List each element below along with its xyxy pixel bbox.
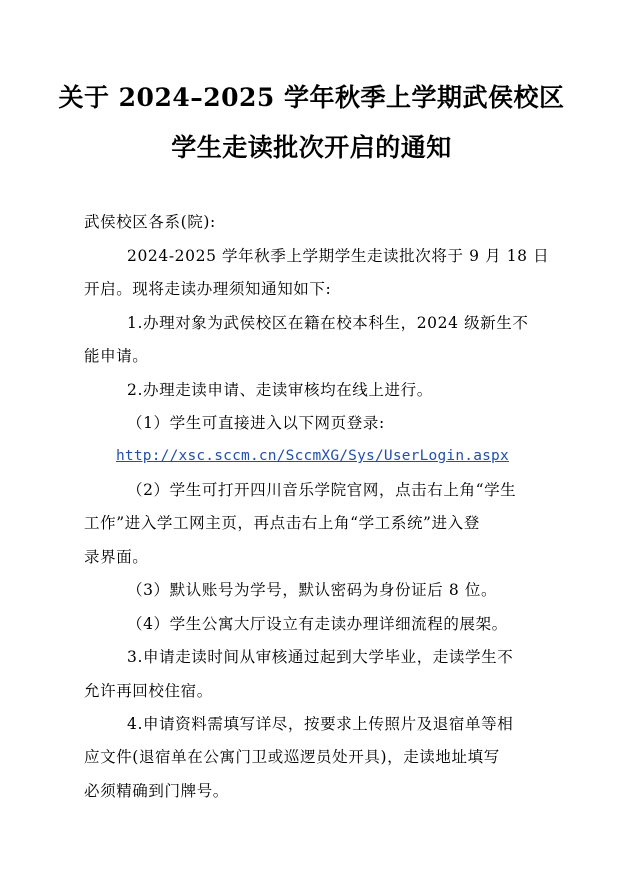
sub-item-4: （4）学生公寓大厅设立有走读办理详细流程的展架。 [127,615,508,633]
item-1-line-2: 能申请。 [84,347,149,365]
sub-item-1: （1）学生可直接进入以下网页登录: [127,414,385,432]
item-4-line-1: 4.申请资料需填写详尽，按要求上传照片及退宿单等相 [127,715,514,733]
salutation: 武侯校区各系(院): [84,213,216,231]
sub-item-3: （3）默认账号为学号，默认密码为身份证后 8 位。 [127,581,498,599]
notice-title-line-2: 学生走读批次开启的通知 [171,133,452,162]
intro-line-2: 开启。现将走读办理须知通知如下: [84,280,332,298]
notice-title-line-1: 关于 2024–2025 学年秋季上学期武侯校区 [58,83,565,112]
item-4-line-2: 应文件(退宿单在公寓门卫或巡逻员处开具)，走读地址填写 [84,748,500,766]
item-3-line-2: 允许再回校住宿。 [84,682,213,700]
item-4-line-3: 必须精确到门牌号。 [84,782,229,800]
sub-item-2-line-2: 工作”进入学工网主页，再点击右上角“学工系统”进入登 [84,514,480,532]
login-url-link[interactable]: http://xsc.sccm.cn/SccmXG/Sys/UserLogin.aspx [116,448,509,464]
item-3-line-1: 3.申请走读时间从审核通过起到大学毕业，走读学生不 [127,648,514,666]
intro-line-1: 2024-2025 学年秋季上学期学生走读批次将于 9 月 18 日 [127,247,550,265]
item-1-line-1: 1.办理对象为武侯校区在籍在校本科生，2024 级新生不 [127,314,529,332]
item-2: 2.办理走读申请、走读审核均在线上进行。 [127,381,433,399]
sub-item-2-line-3: 录界面。 [84,548,149,566]
sub-item-2-line-1: （2）学生可打开四川音乐学院官网，点击右上角“学生 [127,481,517,499]
